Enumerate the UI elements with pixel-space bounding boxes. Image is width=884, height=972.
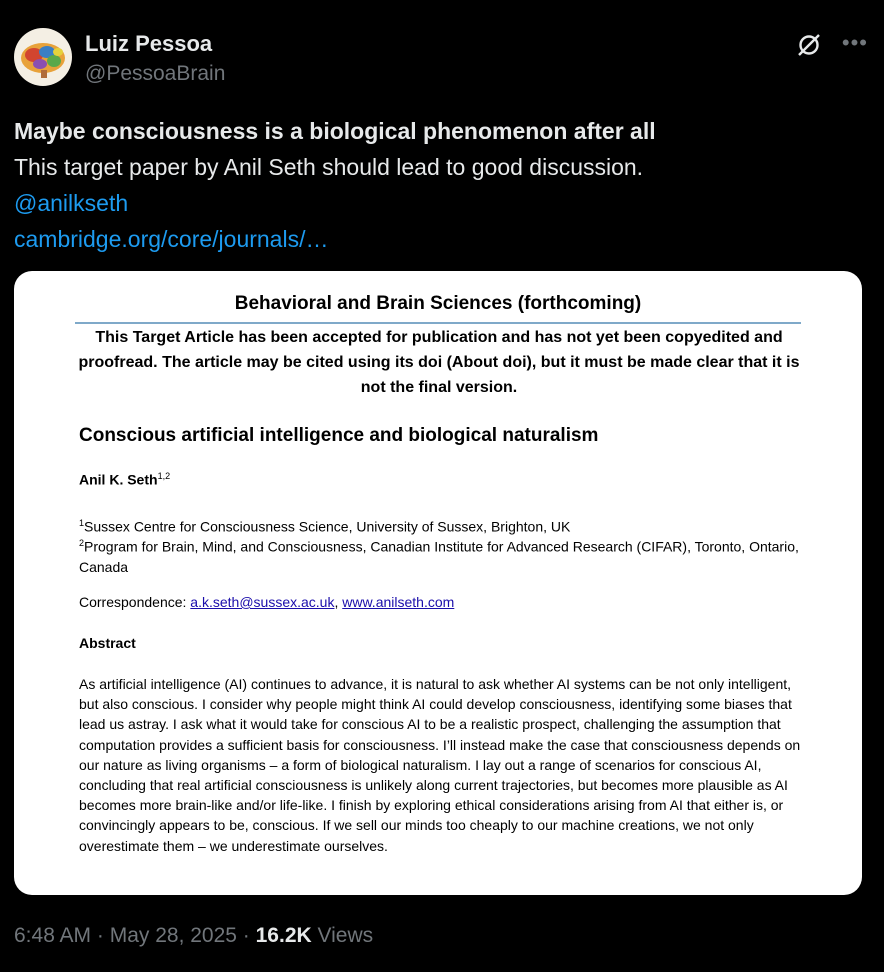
correspondence-separator: , [334,594,339,610]
mention-link[interactable]: @anilkseth [14,190,129,216]
abstract-text: As artificial intelligence (AI) continues to advance, it is natural to ask whether AI systems can be not only intelligent, but also conscious. I consider why people might think AI could develop consciousness, identifying some biases that lead us astray. I ask what it would take for conscious AI to be a realistic prospect, challenging the assumption that computation provides a sufficient basis for consciousness. I’ll instead make the case that consciousness depends on our nature as living organisms – a form of biological naturalism. I lay out a range of scenarios for conscious AI, concluding that real artificial consciousness is unlikely along current trajectories, but becomes more plausible as AI becomes more brain-like and/or life-like. I finish by exploring ethical considerations arising from AI that either is, or convincingly appears to be, conscious. If we sell our minds too cheaply to our machine creations, we not only overestimate them – we underestimate ourselves. [79,676,801,854]
correspondence-label: Correspondence: [79,594,187,610]
views-count: 16.2K [255,924,312,947]
correspondence [79,594,454,610]
article-link[interactable]: cambridge.org/core/journals/… [14,226,329,252]
abstract-heading: Abstract [79,635,136,651]
timestamp[interactable]: 6:48 AM · May 28, 2025 · [14,924,256,947]
email-link: a.k.seth@sussex.ac.uk [190,594,335,610]
article-author [79,471,170,488]
tweet-text [14,113,864,257]
website-link: www.anilseth.com [342,594,455,610]
avatar[interactable] [14,28,72,86]
affiliation-2 [79,533,799,577]
tweet-header [14,28,870,88]
author-superscript: 1,2 [157,471,171,481]
attached-image[interactable] [14,271,862,895]
affiliation-2-sup: 2 [79,538,85,548]
divider [75,322,801,324]
author-name[interactable]: Luiz Pessoa [85,31,213,56]
more-icon[interactable]: ••• [841,30,868,55]
author-handle[interactable]: @PessoaBrain [85,62,226,85]
tweet-headline: Maybe consciousness is a biological phenomenon after all [14,118,656,144]
tweet-meta [14,924,373,948]
author-name-text: Anil K. Seth [79,471,158,488]
grok-icon[interactable] [796,32,822,58]
article-title: Conscious artificial intelligence and biological naturalism [79,425,599,446]
publication-notice: This Target Article has been accepted for publication and has not yet been copyedited and proofread. The article may be cited using its doi (About doi), but it must be made clear that it is not the final version. [78,329,800,396]
journal-title: Behavioral and Brain Sciences (forthcoming) [234,293,642,314]
affiliation-1-sup: 1 [79,518,85,528]
views-label: Views [311,924,374,947]
affiliation-2-text: Program for Brain, Mind, and Consciousness, Canadian Institute for Advanced Research (CIFAR), Toronto, Ontario, Canada [79,538,799,575]
tweet-body: This target paper by Anil Seth should lead to good discussion. [14,154,644,180]
affiliation-1-text: Sussex Centre for Consciousness Science, University of Sussex, Brighton, UK [84,518,571,535]
